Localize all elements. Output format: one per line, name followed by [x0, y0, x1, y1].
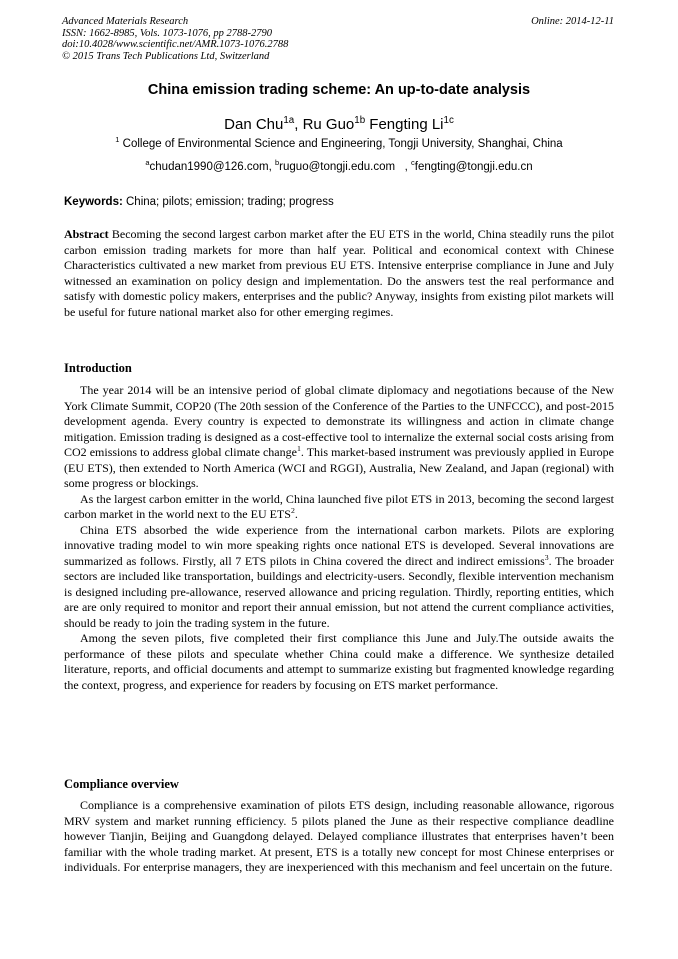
abstract-label: Abstract	[64, 227, 109, 241]
author-sup: 1b	[354, 115, 366, 126]
paragraph-text: . The broader sectors are included like transportation, buildings and electricity-users. Secondly, flexible intervention mechanism is designed including pre-allowance, reserved allowance and pricing regulation. Thirdly, reporting entities, which are are only required to monitor and report their annual emission, but not attend the current compliance activities, should be ready to join the trading system in the future.	[64, 553, 614, 630]
paragraph-text: China ETS absorbed the wide experience from the international carbon markets. Pilots are exploring innovative trading model to win more speaking rights once national ETS is developed. Several innovations are summarized as follows. Firstly, all 7 ETS pilots in China covered the direct and indirect emissions	[64, 522, 614, 568]
author-sup: 1a	[283, 115, 295, 126]
paragraph: Compliance is a comprehensive examination of pilots ETS design, including reasonable allowance, rigorous MRV system and market running efficiency. 5 pilots planed the June as their respective compliance deadline however Tianjin, Beijing and Guangdong delayed. Delayed compliance illustrates that enterprises haven’t been familiar with the whole trading market. At present, ETS is a totally new concept for most Chinese enterprises or individuals. For enterprise managers, they are inexperienced with this mechanism and feel uncertain on the future.	[64, 798, 614, 874]
paragraph-text: . This market-based instrument was previously applied in Europe (EU ETS), then extended to North America (WCI and RGGI), Australia, New Zealand, and Japan (regional) with some progress or blockings.	[64, 445, 614, 490]
author-name: Dan Chu	[224, 116, 284, 133]
email-link[interactable]: ruguo@tongji.edu.com	[279, 161, 396, 173]
abstract	[64, 227, 614, 320]
copyright-line: © 2015 Trans Tech Publications Ltd, Switzerland	[62, 50, 270, 62]
paragraph-text: As the largest carbon emitter in the world, China launched five pilot ETS in 2013, becoming the second largest carbon market in the world next to the EU ETS	[64, 491, 614, 521]
email-link[interactable]: chudan1990@126.com	[149, 161, 269, 173]
affiliation-text: College of Environmental Science and Engineering, Tongji University, Shanghai, China	[122, 138, 563, 150]
abstract-paragraph	[64, 227, 614, 320]
section-heading-introduction: Introduction	[64, 361, 132, 375]
author-name: Fengting Li	[369, 116, 444, 133]
paragraph	[64, 383, 614, 492]
paragraph-text: The year 2014 will be an intensive period of global climate diplomacy and negotiations because of the New York Climate Summit, COP20 (The 20th session of the Conference of the Parties to the UNFCCC), and post-2015 development agenda. Every country is expected to demonstrate its willingness and action in climate change mitigation. Emission trading is designed as a cost-effective tool to internalize the external social costs arising from CO2 emissions to address global climate change	[64, 383, 614, 459]
email-sup: b	[275, 158, 280, 168]
citation-sup: 1	[296, 444, 301, 453]
affiliation	[0, 135, 678, 150]
author-sup: 1c	[443, 115, 454, 126]
keywords	[64, 196, 614, 208]
section-heading-compliance: Compliance overview	[64, 777, 179, 791]
doi-line: doi:10.4028/www.scientific.net/AMR.1073-1076.2788	[62, 39, 289, 50]
email-sup: a	[145, 158, 150, 168]
paragraph-text: .	[294, 507, 298, 521]
email-sup: c	[411, 158, 415, 168]
paragraph	[64, 492, 614, 523]
email-list: $^a$chudan1990@126.com, $^b$ruguo@tongji.edu.com , $^c$fengting@tongji.edu.cn	[145, 158, 533, 173]
online-date: Online: 2014-12-11	[531, 16, 614, 27]
keywords-label: Keywords:	[64, 196, 123, 208]
abstract-text: Becoming the second largest carbon market after the EU ETS in the world, China steadily runs the pilot carbon emission trading markets for more than half year. Political and economical context with Chinese Characteristics cultivated a new market from previous EU ETS. Intensive enterprise compliance in June and July witnessed an examination on policy design and implementation. Do the answers test the real performance and satisfy with domestic policy makers, enterprises and the public? Anyway, insights from existing pilot markets will be useful for future national market also for other emerging regimes.	[64, 227, 614, 319]
citation-sup: 2	[290, 506, 295, 515]
journal-name: Advanced Materials Research	[62, 16, 189, 27]
paragraph: Among the seven pilots, five completed their first compliance this June and July.The outside awaits the performance of these pilots and speculate whether China could make a difference. We synthesize detailed literature, reports, and official documents and attempt to summarize existing but fragmented knowledge regarding the context, progress, and experience for readers by focusing on ETS market performance.	[64, 631, 614, 692]
author-list: Dan Chu$^{1a}$, Ru Guo$^{1b}$ Fengting $Li^{1c}$	[224, 115, 454, 133]
keywords-text: China; pilots; emission; trading; progress	[126, 196, 334, 208]
introduction-body	[64, 383, 614, 693]
paper-title: China emission trading scheme: An up-to-date analysis	[147, 82, 531, 98]
affiliation-sup: 1	[115, 135, 120, 145]
author-name: Ru Guo	[302, 116, 355, 133]
compliance-body	[64, 798, 614, 876]
paragraph	[64, 523, 614, 632]
running-header	[62, 16, 614, 62]
citation-sup: 3	[544, 552, 549, 562]
email-link[interactable]: fengting@tongji.edu.cn	[414, 161, 533, 173]
issn-line: ISSN: 1662-8985, Vols. 1073-1076, pp 2788-2790	[62, 27, 272, 39]
